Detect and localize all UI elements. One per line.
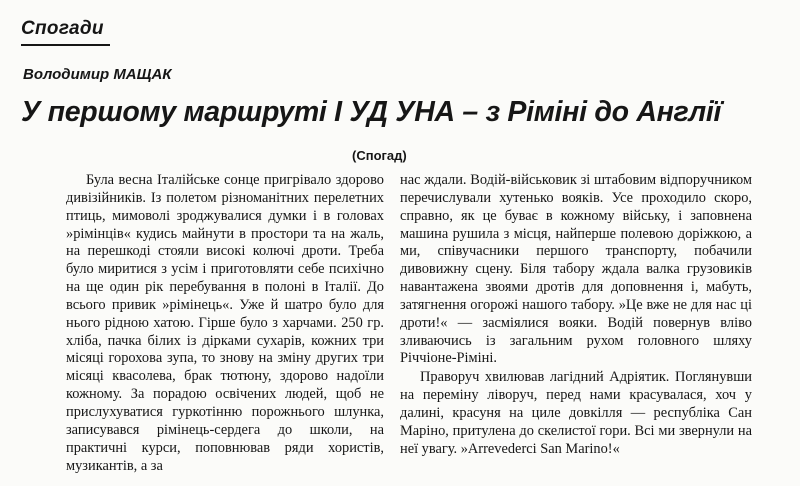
paragraph: нас ждали. Водій-військовик зі штабовим відпоручником перечислували хутенько вояків. Усе проходило скоро, справно, як це буває в кожному війську, і заповнена машина рушила з місця, найперше полевою доріжкою, а ми, співучасники першого транспорту, побачили дивовижну сцену. Біля табору ждала валка грузовиків навантажена звоями дротів для доповнення і, мабуть, затягнення огорожі нашого табору. »Це вже не для нас ці дроти!« — засміялися вояки. Водій повернув вліво зливаючись із загальним рухом головного шляху Річчіоне-Ріміні.	[400, 172, 752, 367]
section-underline	[21, 44, 110, 46]
article-author: Володимир МАЩАК	[23, 66, 172, 83]
article-title: У першому маршруті І УД УНА – з Ріміні до Англії	[21, 96, 722, 128]
article-subtitle: (Спогад)	[352, 148, 407, 163]
text-column-right	[400, 172, 752, 459]
section-heading: Спогади	[21, 18, 104, 39]
paragraph: Праворуч хвилював лагідний Адріятик. Поглянувши на переміну ліворуч, перед нами красувалася, хоч у далині, красуня на циле довкілля — республіка Сан Маріно, притулена до скелистої гори. Всі ми звернули на неї увагу. »Arrevedercі San Marino!«	[400, 369, 752, 457]
paragraph: Була весна Італійське сонце пригрівало здорово дивізійників. Із полетом різноманітних перелетних птиць, мимоволі зроджувалися думки і в головах »рімінців« кудись майнути в простори та на жаль, на перешкоді стояли високі колючі дроти. Треба було миритися з усім і приготовляти себе психічно на ще один рік перебування в полоні в Італії. До всього привик »рімінець«. Уже й шатро було для нього рідною хатою. Гірше було з харчами. 250 гр. хліба, пачка білих із дірками сухарів, кожних три місяці гороховa зупа, то знову на зміну других три місяці квасолева, брак тютюну, здорово надоїли кожному. За порадою освічених людей, щоб не прислухуватися гуркотінню порожнього шлунка, записувався рімінець-сердега до школи, на практичні курси, поповнював ряди хористів, музикантів, а за	[66, 172, 384, 474]
text-column-left	[66, 172, 384, 475]
